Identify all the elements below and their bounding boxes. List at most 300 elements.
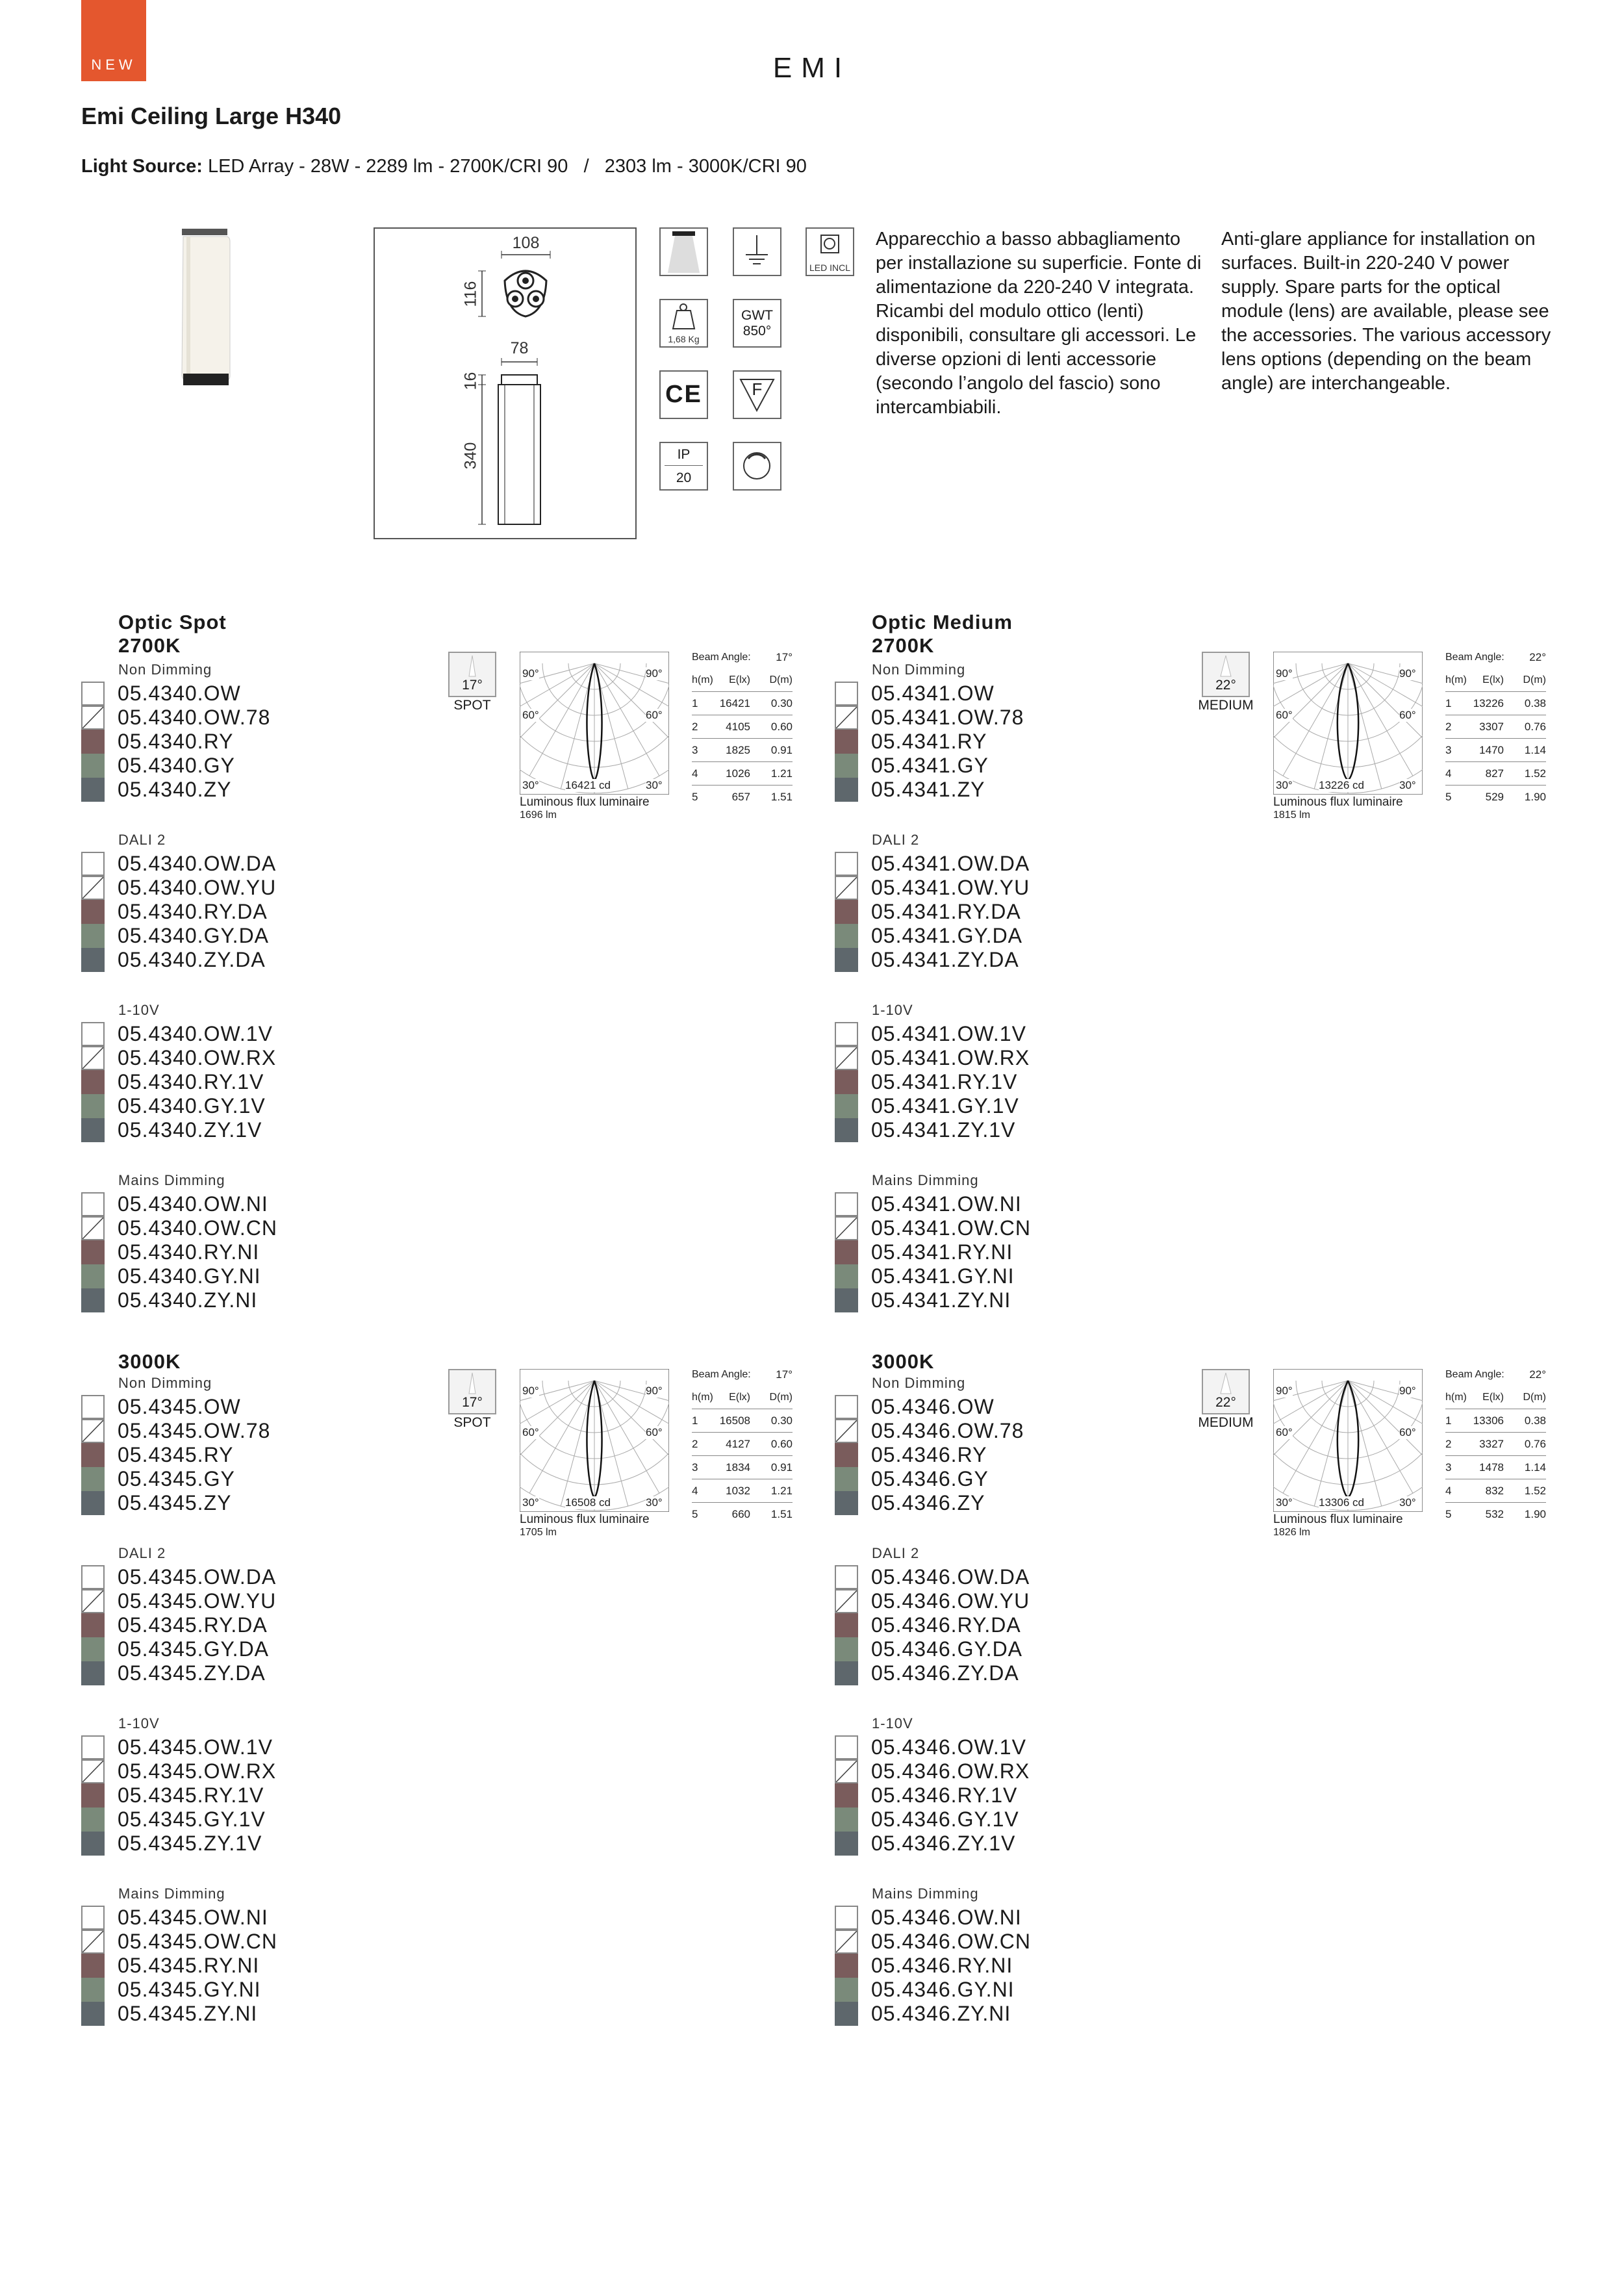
product-code: 05.4340.GY.NI: [118, 1264, 261, 1288]
product-code-row[interactable]: [835, 730, 1224, 754]
group-label: 1-10V: [118, 1715, 160, 1731]
table-row: [1445, 692, 1546, 715]
product-code: 05.4345.ZY.DA: [118, 1661, 266, 1685]
group-label: 1-10V: [872, 1715, 913, 1731]
ground-icon: [733, 227, 781, 276]
product-code-row[interactable]: [81, 1443, 471, 1467]
color-swatch: [835, 1491, 858, 1515]
color-swatch: [835, 948, 858, 972]
table-cell: 2: [692, 1437, 698, 1450]
product-code-row[interactable]: [835, 1735, 1224, 1759]
product-code: 05.4346.GY.DA: [871, 1637, 1023, 1661]
product-code-row[interactable]: [835, 2002, 1224, 2026]
ce-mark-icon: [659, 370, 708, 419]
illuminance-table: [692, 646, 793, 808]
table-cell: 1.52: [1524, 767, 1546, 780]
table-cell: 0.30: [770, 696, 793, 709]
product-code-row[interactable]: [81, 778, 471, 802]
table-cell: 4105: [726, 720, 750, 733]
color-swatch: [81, 730, 105, 754]
group-label: 1-10V: [118, 1002, 160, 1018]
beam-angle-icon: [1202, 652, 1250, 697]
swatch-diagonal-mark: [82, 1591, 103, 1612]
table-cell: 4127: [726, 1437, 750, 1450]
product-code-row[interactable]: [81, 1118, 471, 1142]
product-code-row[interactable]: [81, 1735, 471, 1759]
product-code-row[interactable]: [835, 852, 1224, 876]
table-header-cell: h(m): [1445, 1391, 1467, 1403]
table-cell: 3: [692, 743, 698, 756]
product-code-row[interactable]: [81, 1637, 471, 1661]
product-code-row[interactable]: [835, 924, 1224, 948]
candela-value: 13306 cd: [1319, 1496, 1364, 1509]
table-cell: 1470: [1479, 743, 1504, 756]
product-code-row[interactable]: [835, 1395, 1224, 1419]
product-code-row[interactable]: [81, 1240, 471, 1264]
table-beam-value: 17°: [776, 651, 793, 663]
polar-angle-label: 30°: [1276, 1496, 1293, 1509]
product-code: 05.4346.OW.RX: [871, 1759, 1030, 1783]
product-code: 05.4346.GY: [871, 1467, 989, 1490]
table-beam-angle-row: [1445, 646, 1546, 669]
color-swatch: [81, 1240, 105, 1264]
table-cell: 5: [1445, 790, 1452, 803]
product-code: 05.4346.RY.1V: [871, 1783, 1018, 1807]
color-swatch: [81, 2002, 105, 2026]
product-code-row[interactable]: [835, 682, 1224, 706]
illuminance-table: [1445, 646, 1546, 808]
product-code-row[interactable]: [81, 2002, 471, 2026]
product-code: 05.4340.OW.YU: [118, 876, 277, 899]
color-swatch: [835, 1589, 858, 1613]
ip-label: IP: [677, 447, 691, 462]
product-code: 05.4346.OW.NI: [871, 1906, 1022, 1929]
table-header-cell: E(lx): [729, 674, 750, 685]
product-code-group: [81, 1906, 471, 2026]
color-swatch: [81, 1735, 105, 1759]
polar-angle-label: 60°: [522, 709, 539, 721]
table-cell: 13306: [1473, 1414, 1504, 1427]
table-cell: 657: [731, 790, 750, 803]
product-code: 05.4346.OW.YU: [871, 1589, 1030, 1613]
glow-wire-icon: [733, 299, 781, 348]
product-code-row[interactable]: [81, 924, 471, 948]
color-swatch: [835, 1930, 858, 1954]
table-cell: 0.30: [770, 1414, 793, 1427]
product-code-row[interactable]: [835, 1613, 1224, 1637]
product-code: 05.4345.RY: [118, 1443, 234, 1466]
product-code: 05.4341.OW.NI: [871, 1192, 1022, 1216]
group-label: Non Dimming: [872, 661, 966, 678]
beam-type-label: SPOT: [453, 698, 491, 713]
product-code-row[interactable]: [81, 1046, 471, 1070]
product-code-row[interactable]: [81, 1930, 471, 1954]
product-code-row[interactable]: [835, 1264, 1224, 1288]
group-label: Mains Dimming: [872, 1172, 979, 1188]
color-swatch: [835, 1094, 858, 1118]
product-code: 05.4345.OW.CN: [118, 1930, 277, 1953]
product-code-row[interactable]: [81, 900, 471, 924]
product-code-row[interactable]: [835, 1589, 1224, 1613]
group-label: Non Dimming: [118, 1375, 212, 1391]
product-code: 05.4341.OW.CN: [871, 1216, 1031, 1240]
swatch-diagonal-mark: [82, 1218, 103, 1239]
group-label: Non Dimming: [118, 661, 212, 678]
color-swatch: [81, 900, 105, 924]
product-code: 05.4345.OW.RX: [118, 1759, 277, 1783]
color-swatch: [81, 1954, 105, 1978]
color-swatch: [81, 924, 105, 948]
dim-body-height: 340: [461, 442, 480, 470]
product-code: 05.4340.GY.1V: [118, 1094, 266, 1118]
product-code: 05.4340.RY.NI: [118, 1240, 260, 1264]
swatch-diagonal-mark: [836, 707, 857, 728]
polar-angle-label: 60°: [646, 709, 663, 721]
swatch-diagonal-mark: [82, 707, 103, 728]
product-code-row[interactable]: [81, 754, 471, 778]
color-swatch: [835, 1832, 858, 1856]
polar-angle-label: 30°: [646, 1496, 663, 1509]
product-code-row[interactable]: [81, 1613, 471, 1637]
beam-angle-value: 17°: [462, 678, 483, 693]
color-swatch: [835, 1118, 858, 1142]
product-code-row[interactable]: [81, 1022, 471, 1046]
product-code: 05.4346.OW.DA: [871, 1565, 1030, 1589]
product-code: 05.4346.RY: [871, 1443, 987, 1466]
product-code-row[interactable]: [835, 1070, 1224, 1094]
product-code-group: [835, 1192, 1224, 1312]
color-swatch: [835, 2002, 858, 2026]
product-code: 05.4345.RY.NI: [118, 1954, 260, 1977]
product-code-row[interactable]: [835, 1832, 1224, 1856]
product-code-row[interactable]: [835, 1419, 1224, 1443]
polar-angle-label: 30°: [1399, 1496, 1416, 1509]
product-code-row[interactable]: [81, 852, 471, 876]
product-code-row[interactable]: [81, 730, 471, 754]
product-code-row[interactable]: [835, 1759, 1224, 1783]
table-header-cell: D(m): [769, 674, 793, 685]
table-cell: 1.14: [1524, 1461, 1546, 1474]
table-cell: 1.90: [1524, 1507, 1546, 1520]
product-code-row[interactable]: [835, 1288, 1224, 1312]
light-source-text: LED Array - 28W - 2289 lm - 2700K/CRI 90 / 2303 lm - 3000K/CRI 90: [207, 156, 807, 177]
group-label: Mains Dimming: [872, 1885, 979, 1902]
product-code-row[interactable]: [835, 1783, 1224, 1808]
group-label: DALI 2: [118, 1545, 166, 1561]
product-code: 05.4345.ZY.NI: [118, 2002, 258, 2025]
product-code: 05.4341.RY.DA: [871, 900, 1021, 923]
product-code-row[interactable]: [835, 706, 1224, 730]
table-cell: 5: [692, 790, 698, 803]
table-cell: 2: [692, 720, 698, 733]
product-code-row[interactable]: [835, 876, 1224, 900]
product-code-row[interactable]: [81, 1070, 471, 1094]
dimension-drawing: [374, 227, 637, 539]
product-code: 05.4346.ZY.DA: [871, 1661, 1019, 1685]
section-title-line1: Optic Spot: [118, 611, 227, 633]
color-swatch: [835, 1808, 858, 1832]
product-code-row[interactable]: [835, 754, 1224, 778]
product-code: 05.4341.ZY.DA: [871, 948, 1019, 971]
table-header-cell: E(lx): [729, 1391, 750, 1403]
product-code-row[interactable]: [835, 1118, 1224, 1142]
table-cell: 16421: [719, 696, 750, 709]
table-header-cell: D(m): [1523, 674, 1546, 685]
product-code-row[interactable]: [835, 1906, 1224, 1930]
product-code: 05.4345.OW: [118, 1395, 241, 1418]
polar-angle-label: 90°: [1276, 667, 1293, 680]
product-code: 05.4345.ZY: [118, 1491, 232, 1514]
product-code: 05.4341.ZY.NI: [871, 1288, 1011, 1312]
product-code-row[interactable]: [81, 1954, 471, 1978]
table-cell: 532: [1485, 1507, 1504, 1520]
product-code-row[interactable]: [81, 1906, 471, 1930]
table-cell: 0.60: [770, 1437, 793, 1450]
dim-top-width: 108: [512, 234, 540, 252]
product-code-row[interactable]: [835, 1192, 1224, 1216]
illuminance-table: [1445, 1364, 1546, 1526]
color-swatch: [81, 1832, 105, 1856]
table-cell: 1: [1445, 696, 1452, 709]
product-code-row[interactable]: [835, 1443, 1224, 1467]
product-code-row[interactable]: [81, 1216, 471, 1240]
color-swatch: [835, 876, 858, 900]
product-code-row[interactable]: [81, 1192, 471, 1216]
product-code-row[interactable]: [81, 948, 471, 972]
product-code-group: [835, 1395, 1224, 1515]
table-cell: 1.90: [1524, 790, 1546, 803]
section-title-line2: 2700K: [118, 634, 181, 657]
product-code: 05.4340.OW.DA: [118, 852, 277, 875]
polar-angle-label: 60°: [1276, 709, 1293, 721]
product-code: 05.4346.OW.CN: [871, 1930, 1031, 1953]
product-code-row[interactable]: [835, 1491, 1224, 1515]
product-code-row[interactable]: [835, 778, 1224, 802]
product-code-group: [835, 852, 1224, 972]
table-cell: 1825: [726, 743, 750, 756]
product-code-row[interactable]: [81, 1978, 471, 2002]
table-cell: 5: [1445, 1507, 1452, 1520]
table-row: [692, 739, 793, 762]
table-cell: 1834: [726, 1461, 750, 1474]
product-code-row[interactable]: [81, 706, 471, 730]
weight-label: 1,68 Kg: [668, 334, 700, 344]
beam-angle-icon: [448, 1369, 496, 1414]
group-label: Mains Dimming: [118, 1885, 225, 1902]
product-code-group: [81, 1565, 471, 1685]
product-photo: [175, 227, 234, 390]
product-code: 05.4340.ZY.1V: [118, 1118, 262, 1142]
table-beam-value: 22°: [1529, 651, 1546, 663]
product-code-row[interactable]: [835, 1930, 1224, 1954]
table-row: [692, 1456, 793, 1479]
product-code-row[interactable]: [835, 1094, 1224, 1118]
product-code: 05.4341.OW: [871, 682, 995, 705]
color-swatch: [81, 1443, 105, 1467]
product-code: 05.4341.RY: [871, 730, 987, 753]
section-optic-medium-2700k: [835, 611, 1549, 1325]
group-label: Mains Dimming: [118, 1172, 225, 1188]
table-row: [1445, 762, 1546, 786]
product-code-row[interactable]: [81, 1783, 471, 1808]
table-row: [1445, 786, 1546, 808]
color-swatch: [81, 1419, 105, 1443]
table-header-cell: D(m): [769, 1391, 793, 1403]
flux-value: 1696 lm: [520, 810, 557, 821]
product-code-row[interactable]: [835, 1046, 1224, 1070]
beam-angle-value: 22°: [1215, 678, 1236, 693]
color-swatch: [81, 852, 105, 876]
color-swatch: [81, 706, 105, 730]
table-cell: 1.52: [1524, 1484, 1546, 1497]
table-cell: 0.76: [1524, 720, 1546, 733]
table-cell: 529: [1485, 790, 1504, 803]
product-code: 05.4340.OW: [118, 682, 241, 705]
candela-value: 16508 cd: [565, 1496, 611, 1509]
weight-icon: [659, 299, 708, 348]
table-cell: 16508: [719, 1414, 750, 1427]
table-cell: 0.91: [770, 1461, 793, 1474]
flux-label: Luminous flux luminaire: [520, 795, 650, 809]
product-code: 05.4340.OW.CN: [118, 1216, 277, 1240]
table-beam-label: Beam Angle:: [1445, 1369, 1504, 1380]
beam-angle-value: 17°: [462, 1395, 483, 1410]
color-swatch: [835, 754, 858, 778]
product-code-row[interactable]: [835, 1661, 1224, 1685]
table-header-cell: h(m): [692, 674, 713, 685]
product-code: 05.4345.RY.DA: [118, 1613, 268, 1637]
swatch-diagonal-mark: [82, 1761, 103, 1782]
polar-diagram: [1273, 652, 1423, 795]
table-cell: 832: [1485, 1484, 1504, 1497]
color-swatch: [81, 1613, 105, 1637]
illuminance-table: [692, 1364, 793, 1526]
product-code-row[interactable]: [81, 1661, 471, 1685]
product-code-row[interactable]: [835, 1808, 1224, 1832]
table-row: [1445, 1433, 1546, 1456]
table-cell: 1.51: [770, 1507, 793, 1520]
group-label: DALI 2: [872, 832, 920, 848]
product-code-row[interactable]: [81, 1467, 471, 1491]
product-code: 05.4345.GY.DA: [118, 1637, 270, 1661]
product-code: 05.4345.RY.1V: [118, 1783, 264, 1807]
group-label: DALI 2: [872, 1545, 920, 1561]
light-source-label: Light Source:: [81, 156, 203, 177]
swatch-diagonal-mark: [836, 877, 857, 899]
table-header-row: [692, 669, 793, 692]
product-code-row[interactable]: [81, 1759, 471, 1783]
swatch-diagonal-mark: [836, 1931, 857, 1952]
product-code: 05.4341.OW.RX: [871, 1046, 1030, 1069]
product-code: 05.4346.ZY.1V: [871, 1832, 1016, 1855]
product-code: 05.4345.GY.NI: [118, 1978, 261, 2001]
description-italian: Apparecchio a basso abbagliamento per installazione su superficie. Fonte di alimentazione da 220-240 V integrata. Ricambi del modulo ottico (lenti) disponibili, consultare gli accessori. Le diverse opzioni di lenti accessorie (secondo l’angolo del fascio) sono intercambiabili.: [876, 229, 1202, 418]
table-cell: 827: [1485, 767, 1504, 780]
product-code: 05.4341.ZY.1V: [871, 1118, 1016, 1142]
beam-cone-shape: [450, 1370, 495, 1395]
color-swatch: [81, 1906, 105, 1930]
product-code-row[interactable]: [835, 1240, 1224, 1264]
color-swatch: [81, 1022, 105, 1046]
section-optic-spot-2700k: [81, 611, 796, 1325]
product-code-row[interactable]: [835, 948, 1224, 972]
product-code-row[interactable]: [81, 1094, 471, 1118]
color-swatch: [835, 1070, 858, 1094]
description-english: Anti-glare appliance for installation on surfaces. Built-in 220-240 V power supply. Spare parts for the optical module (lens) are available, please see the accessories. The various accessory lens options (depending on the beam angle) are interchangeable.: [1221, 229, 1551, 394]
product-code-row[interactable]: [81, 1565, 471, 1589]
polar-angle-label: 90°: [1399, 1385, 1416, 1397]
product-code: 05.4341.RY.NI: [871, 1240, 1013, 1264]
dim-cap-height: 16: [461, 372, 480, 390]
product-code-row[interactable]: [81, 1395, 471, 1419]
table-cell: 1032: [726, 1484, 750, 1497]
polar-angle-label: 90°: [646, 1385, 663, 1397]
color-swatch: [81, 1978, 105, 2002]
product-code-row[interactable]: [81, 1264, 471, 1288]
product-code: 05.4341.GY: [871, 754, 989, 777]
product-code: 05.4345.GY: [118, 1467, 235, 1490]
product-code-row[interactable]: [835, 1216, 1224, 1240]
ip-rating-icon: [659, 442, 708, 491]
polar-angle-label: 60°: [1399, 709, 1416, 721]
swatch-diagonal-mark: [836, 1218, 857, 1239]
product-code: 05.4341.OW.1V: [871, 1022, 1026, 1045]
table-row: [1445, 1456, 1546, 1479]
color-swatch: [81, 682, 105, 706]
table-row: [692, 762, 793, 786]
product-code-row[interactable]: [835, 1467, 1224, 1491]
product-code-row[interactable]: [81, 1288, 471, 1312]
color-swatch: [835, 1565, 858, 1589]
product-code: 05.4340.OW.78: [118, 706, 271, 729]
product-code-row[interactable]: [835, 1565, 1224, 1589]
product-code: 05.4340.GY: [118, 754, 235, 777]
product-code: 05.4346.OW.78: [871, 1419, 1024, 1442]
table-cell: 1: [692, 1414, 698, 1427]
beam-type-label: SPOT: [453, 1415, 491, 1430]
color-swatch: [835, 1783, 858, 1808]
product-code-row[interactable]: [81, 682, 471, 706]
product-code-row[interactable]: [835, 1978, 1224, 2002]
section-title-line2: 3000K: [118, 1350, 181, 1373]
product-code-row[interactable]: [81, 1589, 471, 1613]
product-code-row[interactable]: [835, 900, 1224, 924]
product-code-row[interactable]: [81, 1808, 471, 1832]
product-code-row[interactable]: [81, 876, 471, 900]
table-row: [692, 786, 793, 808]
product-code-group: [835, 1022, 1224, 1142]
product-code-row[interactable]: [81, 1419, 471, 1443]
product-code-row[interactable]: [81, 1491, 471, 1515]
product-code-row[interactable]: [81, 1832, 471, 1856]
product-code: 05.4346.RY.NI: [871, 1954, 1013, 1977]
color-swatch: [81, 1589, 105, 1613]
new-badge: NEW: [81, 0, 146, 81]
color-swatch: [81, 1288, 105, 1312]
product-code-row[interactable]: [835, 1022, 1224, 1046]
color-swatch: [81, 1661, 105, 1685]
table-row: [1445, 1479, 1546, 1503]
product-code-row[interactable]: [835, 1637, 1224, 1661]
color-swatch: [835, 730, 858, 754]
polar-angle-label: 90°: [646, 667, 663, 680]
product-code-row[interactable]: [835, 1954, 1224, 1978]
swatch-diagonal-mark: [82, 877, 103, 899]
table-cell: 0.38: [1524, 696, 1546, 709]
color-swatch: [81, 1118, 105, 1142]
table-beam-value: 22°: [1529, 1368, 1546, 1381]
table-cell: 1: [1445, 1414, 1452, 1427]
